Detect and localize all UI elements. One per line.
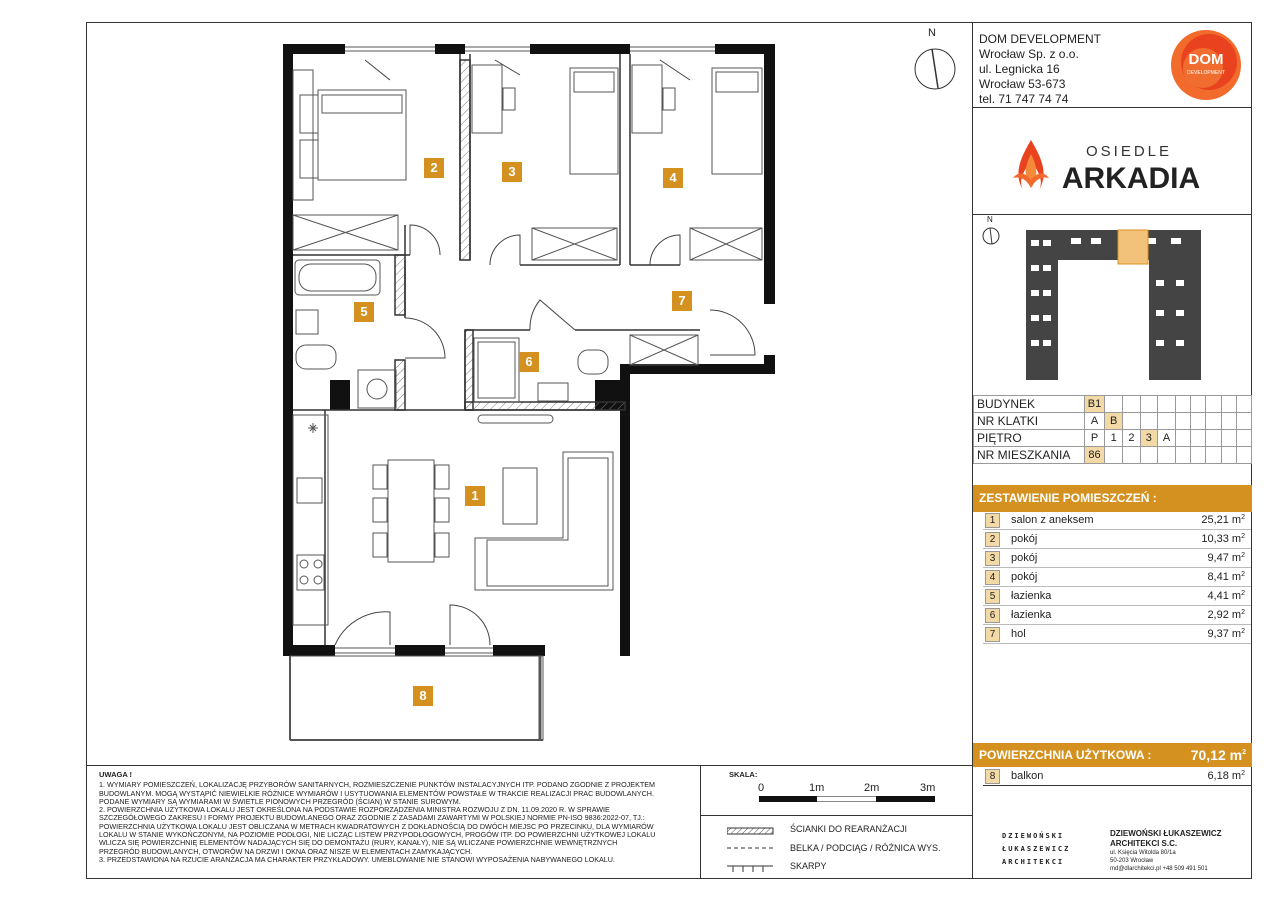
- row-pietro: [974, 430, 1252, 447]
- room-number: 7: [985, 627, 1000, 642]
- cell: 2: [1123, 430, 1140, 447]
- cell: B: [1105, 413, 1123, 430]
- label-mieszkanie: NR MIESZKANIA: [974, 447, 1085, 464]
- list-item: 2 pokój 10,33 $m^2$: [983, 530, 1251, 549]
- room-area: 10,33: [1201, 533, 1229, 545]
- room-number: 6: [985, 608, 1000, 623]
- apartment-info-table: [973, 395, 1252, 464]
- notes-title: UWAGA !: [99, 770, 133, 779]
- address-line: 50-203 Wrocław: [1110, 858, 1154, 864]
- room-area: 6,18: [1207, 770, 1229, 782]
- row-budynek: [974, 396, 1252, 413]
- cell: [1206, 413, 1221, 430]
- note-line: BUDOWLANYM. MOGĄ WYSTĄPIĆ NIEWIELKIE RÓŻNICE WYMIARÓW I USYTUOWANIA ELEMENTÓW POWSTAŁE W TRAKCIE REALIZACJI PRAC BUDOWLANYCH.: [99, 788, 654, 798]
- room-area: 9,47: [1207, 552, 1229, 564]
- cell: [1221, 396, 1236, 413]
- label-budynek: BUDYNEK: [974, 396, 1085, 413]
- label-pietro: PIĘTRO: [974, 430, 1085, 447]
- row-mieszkanie: [974, 447, 1252, 464]
- room-name: balkon: [1011, 770, 1044, 782]
- interior-walls: [293, 54, 700, 645]
- legend-item: BELKA / PODCIĄG / RÓŻNICA WYS.: [790, 843, 941, 853]
- scale-tick: 2m: [864, 782, 880, 794]
- cell: [1123, 413, 1140, 430]
- scale-bar: [759, 796, 935, 802]
- cell: [1175, 447, 1190, 464]
- room-number: 3: [985, 551, 1000, 566]
- cell: [1206, 396, 1221, 413]
- architect-block: [972, 800, 1252, 879]
- room-area: 9,37: [1207, 628, 1229, 640]
- scale-tick: 3m: [920, 782, 936, 794]
- cell: [1191, 447, 1206, 464]
- room-label-3: 3: [502, 162, 522, 182]
- room-label-5: 5: [354, 302, 374, 322]
- room-name: pokój: [1011, 571, 1038, 583]
- room-name: łazienka: [1011, 590, 1052, 602]
- unit: m: [1231, 590, 1242, 602]
- cell: [1206, 447, 1221, 464]
- cell: [1175, 430, 1190, 447]
- room-name: łazienka: [1011, 609, 1052, 621]
- wardrobes: [293, 215, 762, 365]
- room-area: 2,92: [1207, 609, 1229, 621]
- cell: [1221, 413, 1236, 430]
- info-panel: [972, 22, 1252, 879]
- legend: [700, 765, 972, 879]
- room-name: pokój: [1011, 533, 1038, 545]
- cell: [1158, 447, 1176, 464]
- architect-logo-line: ŁUKASZEWICZ: [1002, 845, 1071, 853]
- cell: [1158, 396, 1176, 413]
- list-item: 5 łazienka 4,41 $m^2$: [983, 587, 1251, 606]
- usable-area-label: POWIERZCHNIA UŻYTKOWA :: [979, 748, 1152, 762]
- company-name: DOM DEVELOPMENT: [979, 32, 1102, 46]
- note-line: 3. PRZEDSTAWIONA NA RZUCIE ARANŻACJA MA CHARAKTER PRZYKŁADOWY. UMEBLOWANIE NIE STANOWI WYPOSAŻENIA NABYWANEGO LOKALU.: [99, 854, 615, 864]
- architect-logo-line: DZIEWOŃSKI: [1002, 832, 1065, 840]
- cell: [1175, 413, 1190, 430]
- address-line: ul. Księcia Witolda 80/1a: [1110, 850, 1176, 856]
- cell: [1191, 430, 1206, 447]
- room-area: 25,21: [1201, 514, 1229, 526]
- divider: [973, 107, 1252, 108]
- cell: [1123, 396, 1140, 413]
- company-phone: tel. 71 747 74 74: [979, 92, 1069, 106]
- architect-logo-line: ARCHITEKCI: [1002, 858, 1065, 866]
- room-number: 8: [985, 769, 1000, 784]
- cell: [1221, 430, 1236, 447]
- room-label-8: 8: [413, 686, 433, 706]
- dom-logo-subtext: DEVELOPMENT: [1187, 70, 1225, 76]
- legend-symbols: [727, 826, 775, 876]
- note-line: SZCZEGÓŁOWEGO ZAKRESU I FORMY PROJEKTU BUDOWLANEGO ORAZ ZGODNIE Z ZASADAMI ZAWARTYMI W POLSKIEJ NORMIE PN-ISO 9836:2022-07, TJ.:: [99, 813, 645, 823]
- note-line: 1. WYMIARY POMIESZCZEŃ, LOKALIZACJĘ PRZYBORÓW SANITARNYCH, ROZMIESZCZENIE PUNKTÓW INSTALACYJNYCH ITP. PODANO ZGODNIE Z PROJEKTEM: [99, 780, 656, 790]
- cell: [1105, 447, 1123, 464]
- brand-main: ARKADIA: [1061, 162, 1201, 195]
- room-number: 1: [985, 513, 1000, 528]
- site-plan: [981, 220, 1245, 388]
- floor-plan: [86, 22, 972, 765]
- list-item: 1 salon z aneksem 25,21 $m^2$: [983, 511, 1251, 530]
- cell: [1236, 413, 1251, 430]
- divider: [973, 214, 1252, 215]
- cell: [1123, 447, 1140, 464]
- room-number: 2: [985, 532, 1000, 547]
- architect-info: [1110, 829, 1222, 849]
- cell: A: [1084, 413, 1104, 430]
- company-info: [979, 32, 1101, 107]
- unit: m: [1231, 571, 1242, 583]
- dom-development-logo: [1165, 28, 1247, 102]
- scale-tick: 1m: [809, 782, 825, 794]
- unit: m: [1231, 770, 1242, 782]
- notes: [99, 771, 699, 864]
- legend-item: SKARPY: [790, 861, 827, 871]
- cell: 1: [1105, 430, 1123, 447]
- cell: 86: [1084, 447, 1104, 464]
- list-item: 7 hol 9,37 $m^2$: [983, 625, 1251, 644]
- arkadia-logo: [1009, 130, 1219, 200]
- contact-line: md@dlarchitekci.pl +48 509 491 501: [1110, 866, 1208, 872]
- room-name: salon z aneksem: [1011, 514, 1094, 526]
- company-line3: ul. Legnicka 16: [979, 62, 1060, 76]
- list-item: 6 łazienka 2,92 $m^2$: [983, 606, 1251, 625]
- room-number: 4: [985, 570, 1000, 585]
- unit: m: [1231, 552, 1242, 564]
- rooms-summary-title: ZESTAWIENIE POMIESZCZEŃ :: [973, 485, 1252, 512]
- cell: [1140, 396, 1157, 413]
- usable-area-value: 70,12 m: [1190, 747, 1243, 763]
- cell: [1236, 430, 1251, 447]
- room-number: 5: [985, 589, 1000, 604]
- scale-tick: 0: [758, 782, 765, 794]
- row-klatka: [974, 413, 1252, 430]
- doors: [335, 60, 755, 645]
- architect-name2: ARCHITEKCI S.C.: [1110, 839, 1178, 848]
- architect-address: [1110, 849, 1208, 873]
- unit: m: [1231, 514, 1242, 526]
- exterior-walls: [283, 44, 775, 656]
- note-line: WLICZA SIĘ POWIERZCHNIĘ ELEMENTÓW NADAJĄCYCH SIĘ DO DEMONTAŻU (RURY, KANAŁY), NIE SĄ WLICZANE POWIERZCHNIE WEWNĘTRZNYCH: [99, 838, 618, 848]
- cell: [1105, 396, 1123, 413]
- company-line4: Wrocław 53-673: [979, 77, 1066, 91]
- room-label-2: 2: [424, 158, 444, 178]
- note-line: 2. POWIERZCHNIA UŻYTKOWA LOKALU JEST OKREŚLONA NA PODSTAWIE ROZPORZĄDZENIA MINISTRA ROZWOJU Z DN. 11.09.2020 R. W SPRAWIE: [99, 805, 610, 815]
- site-plan-north: N: [987, 215, 993, 224]
- cell: [1175, 396, 1190, 413]
- room-label-4: 4: [663, 168, 683, 188]
- cell: P: [1084, 430, 1104, 447]
- list-item: 3 pokój 9,47 $m^2$: [983, 549, 1251, 568]
- note-line: LOKALU W STANIE WYKOŃCZONYM, NA POZIOMIE PODŁOGI, NIE LICZĄC LISTEW PRZYPODŁOGOWYCH, PROGÓW ITP. DO POWIERZCHNI UŻYTKOWEJ LOKALU: [99, 830, 656, 840]
- room-area: 4,41: [1207, 590, 1229, 602]
- room-label-6: 6: [519, 352, 539, 372]
- room-area: 8,41: [1207, 571, 1229, 583]
- note-line: PRZEGRÓD BUDOWLANYCH, OTWORÓW NA DRZWI I OKNA ORAZ NISZE W ELEMENTACH ZAMYKAJĄCYCH.: [99, 846, 473, 856]
- room-label-7: 7: [672, 291, 692, 311]
- note-line: PODANE WYMIARY SĄ WYMIARAMI W ŚWIETLE PIONOWYCH PRZEGRÓD (ŚCIAN) W STANIE SUROWYM.: [99, 796, 461, 806]
- legend-item: ŚCIANKI DO REARANŻACJI: [790, 824, 908, 834]
- cell: [1206, 430, 1221, 447]
- usable-area-bar: POWIERZCHNIA UŻYTKOWA : 70,12 $m^2$: [973, 743, 1252, 767]
- room-label-1: 1: [465, 486, 485, 506]
- label-klatka: NR KLATKI: [974, 413, 1085, 430]
- cell: [1140, 447, 1157, 464]
- architect-name: DZIEWOŃSKI ŁUKASZEWICZ: [1110, 829, 1222, 838]
- architect-logo: [1002, 830, 1070, 869]
- cell: A: [1158, 430, 1176, 447]
- cell: [1158, 413, 1176, 430]
- company-line2: Wrocław Sp. z o.o.: [979, 47, 1079, 61]
- rooms-list: [983, 511, 1251, 644]
- cell: [1140, 413, 1157, 430]
- flame-icon: [1013, 140, 1049, 190]
- room-name: pokój: [1011, 552, 1038, 564]
- cell: [1191, 396, 1206, 413]
- cell: 3: [1140, 430, 1157, 447]
- compass-label: N: [928, 27, 936, 39]
- unit: m: [1231, 533, 1242, 545]
- list-item: 4 pokój 8,41 $m^2$: [983, 568, 1251, 587]
- selected-apartment-marker: [1118, 230, 1148, 264]
- room-name: hol: [1011, 628, 1026, 640]
- scale-label: SKALA:: [729, 770, 758, 779]
- cell: [1236, 396, 1251, 413]
- cell: B1: [1084, 396, 1104, 413]
- list-item: 8 balkon 6,18 $m^2$: [983, 767, 1251, 786]
- unit: m: [1231, 628, 1242, 640]
- cell: [1191, 413, 1206, 430]
- dom-logo-text: DOM: [1188, 51, 1224, 68]
- balcony-row: [983, 767, 1251, 786]
- unit: m: [1231, 609, 1242, 621]
- note-line: POWIERZCHNIA UŻYTKOWA LOKALU JEST OBLICZANA W METRACH KWADRATOWYCH Z DOKŁADNOŚCIĄ DO DWÓCH MIEJSC PO PRZECINKU, DLA WYMIARÓW: [99, 821, 654, 831]
- brand-top: OSIEDLE: [1085, 143, 1173, 160]
- cell: [1221, 447, 1236, 464]
- cell: [1236, 447, 1251, 464]
